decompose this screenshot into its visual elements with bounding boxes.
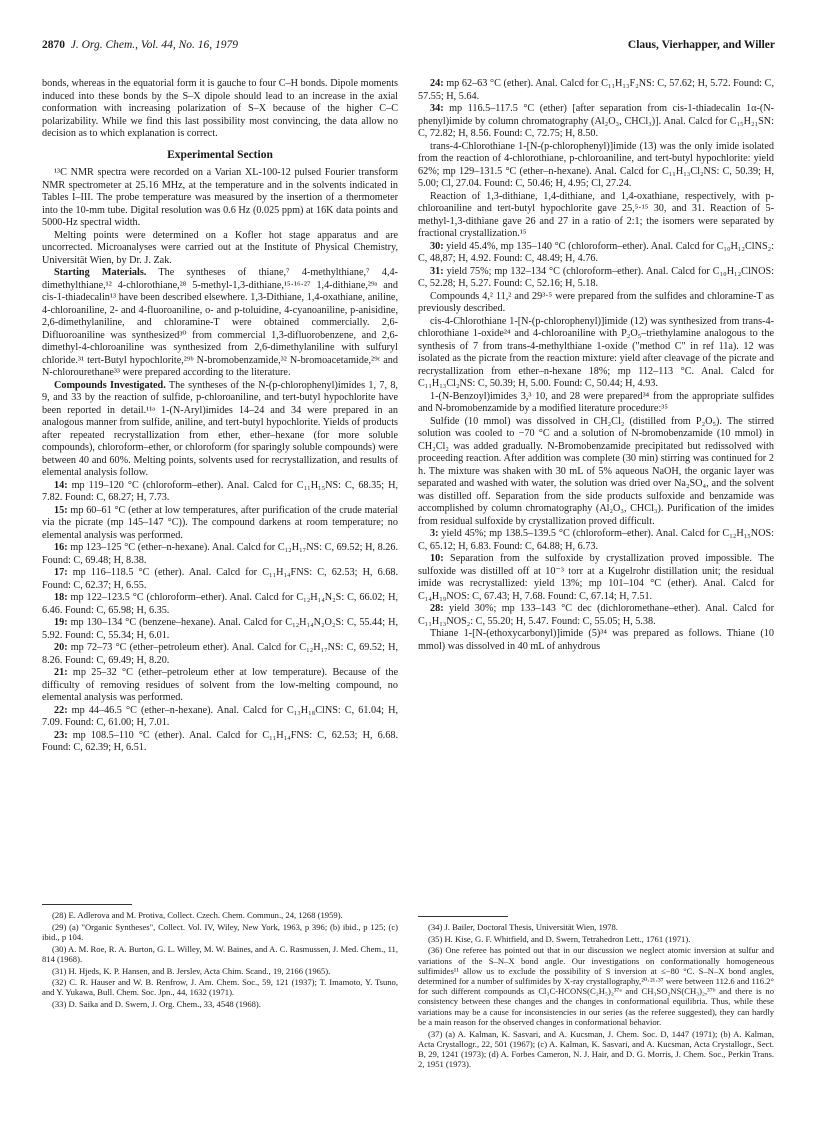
compounds-head: Compounds Investigated. — [54, 379, 166, 391]
compound-text: mp 116–118.5 °C (ether). Anal. Calcd for C₁₁H₁₄FNS: C, 62.53; H, 6.68. Found: C, 62.37; H, 6.55. — [42, 567, 398, 591]
compounds-paragraph — [42, 380, 398, 480]
compound-entry — [42, 617, 398, 642]
compound-entry — [418, 78, 774, 103]
footnote: (30) A. M. Roe, R. A. Burton, G. L. Willey, M. W. Baines, and A. C. Rasmussen, J. Med. Chem., 11, 814 (1968). — [42, 943, 398, 964]
compound-entry — [418, 528, 774, 553]
page-number: 2870 — [42, 39, 65, 51]
compound-number: 14: — [54, 479, 68, 491]
compound-13-paragraph: trans-4-Chlorothiane 1-[N-(p-chlorophenyl)]imide (13) was the only imide isolated from the reaction of 4-chlorothiane, p-chloroaniline, and tert-butyl hypochlorite: yield 62%; mp 129–131.5 °C (ether–n-hexane). Anal. Calcd for C₁₁H₁₃Cl₂NS: C, 50.39; H, 5.00; Cl, 27.04. Found: C, 50.46; H, 4.95; Cl, 27.24. — [418, 140, 774, 189]
footnote: (32) C. R. Hauser and W. B. Renfrow, J. Am. Chem. Soc., 59, 121 (1937); T. Imamoto, Y. Tsuno, and Y. Yukawa, Bull. Chem. Soc. Jpn., 44, 1632 (1971). — [42, 977, 398, 998]
compound-number: 31: — [430, 265, 444, 277]
footnotes-right — [418, 922, 774, 1071]
compound-number: 28: — [430, 603, 444, 614]
compound-number: 34: — [430, 103, 444, 114]
footnote-rule-left — [42, 904, 132, 905]
intro-paragraph: bonds, whereas in the equatorial form it is gauche to four C–H bonds. Dipole moments induced into these bonds by the S–X dipole should lead to an increase in the axial conformation with increasing polarization of S–X because of the higher C–C polarizability. While we find this last possibility most convincing, the data allow no decision as to which explanation is correct. — [42, 78, 398, 139]
compound-entry — [42, 567, 398, 592]
melting-paragraph: Melting points were determined on a Kofler hot stage apparatus and are uncorrected. Microanalyses were carried out at the Institute of Physical Chemistry, Universität Wien, by Dr. J. Zak. — [42, 229, 398, 266]
compound-number: 20: — [54, 642, 68, 653]
compound-entry — [42, 480, 398, 505]
compound-entry — [418, 553, 774, 603]
compound-number: 19: — [54, 617, 68, 628]
compound-entry — [418, 241, 774, 266]
compound-text: yield 45%; mp 138.5–139.5 °C (chloroform–ether). Anal. Calcd for C₁₂H₁₅NOS: C, 65.12; H, 6.83. Found: C, 64.88; H, 6.73. — [418, 528, 774, 552]
compound-text: mp 116.5–117.5 °C (ether) [after separation from cis-1-thiadecalin 1α-(N-phenyl)imide by column chromatography (Al₂O₃, CHCl₃)]. Anal. Calcd for C₁₅H₂₁SN: C, 72.82; H, 8.56. Found: C, 72.75; H, 8.50. — [418, 103, 774, 139]
compound-text: mp 72–73 °C (ether–petroleum ether). Anal. Calcd for C₁₂H₁₇NS: C, 69.52; H, 8.26. Found: C, 69.49; H, 8.20. — [42, 642, 398, 666]
footnote: (36) One referee has pointed out that in our discussion we neglect atomic inversion at sulfur and variations of the S–N–X bond angle. Our investigations on conformationally homogeneous sulfimides¹¹ allow us to exclude the possibility of S inversion at ≤−80 °C. S–N–X bond angles, determined for a number of sulfimides by X-ray crystallography,²⁰·²¹·³⁷ were between 112.6 and 116.2° for such different compounds as Cl₃C-HCONS(C₂H₅)₂³⁷ᵃ and CH₃SO₂NS(CH₃)₂,³⁷ᵇ and there is no consistency between these changes and the changes in conformational equilibria. Thus, while these variations may be a cause for inconsistencies in our series (as the referee suggested), they can hardly be a main reason for the observed changes in conformational behavior. — [418, 945, 774, 1027]
compound-text: yield 30%; mp 133–143 °C dec (dichloromethane–ether). Anal. Calcd for C₁₁H₁₃NOS₂: C, 55.20; H, 5.47. Found: C, 55.05; H, 5.38. — [418, 603, 774, 627]
journal-citation: J. Org. Chem., Vol. 44, No. 16, 1979 — [70, 39, 239, 51]
compound-number: 22: — [54, 704, 68, 716]
compound-number: 23: — [54, 729, 68, 741]
compound-text: mp 44–46.5 °C (ether–n-hexane). Anal. Calcd for C₁₃H₁₈ClNS: C, 61.04; H, 7.09. Found: C, 61.00; H, 7.01. — [42, 704, 398, 728]
compound-number: 15: — [54, 504, 68, 516]
footnote: (28) E. Adlerova and M. Protiva, Collect. Czech. Chem. Commun., 24, 1268 (1959). — [52, 910, 343, 920]
footnote: (34) J. Bailer, Doctoral Thesis, Universität Wien, 1978. — [428, 922, 618, 932]
compound-text: mp 108.5–110 °C (ether). Anal. Calcd for C₁₁H₁₄FNS: C, 62.53; H, 6.68. Found: C, 62.39; H, 6.51. — [42, 729, 398, 753]
compound-number: 24: — [430, 78, 444, 89]
compound-entry — [42, 642, 398, 667]
footnote: (33) D. Saika and D. Swern, J. Org. Chem., 33, 4548 (1968). — [52, 999, 261, 1010]
footnote: (29) (a) "Organic Syntheses", Collect. Vol. IV, Wiley, New York, 1963, p 396; (b) ibid., p 125; (c) ibid., p 104. — [42, 921, 398, 942]
compound-entry — [418, 103, 774, 141]
compound-text: mp 130–134 °C (benzene–hexane). Anal. Calcd for C₁₂H₁₄N₂O₂S: C, 55.44; H, 5.92. Found: C, 55.34; H, 6.01. — [42, 617, 398, 641]
compound-entry — [42, 667, 398, 705]
benzoyl-paragraph: 1-(N-Benzoyl)imides 3,³ 10, and 28 were prepared³⁴ from the appropriate sulfides and N-bromobenzamide by a modified literature procedure:³⁵ — [418, 390, 774, 414]
compound-number: 3: — [430, 528, 439, 539]
starting-materials-paragraph — [42, 267, 398, 380]
compound-text: mp 119–120 °C (chloroform–ether). Anal. Calcd for C₁₁H₁₅NS: C, 68.35; H, 7.82. Found: C, 68.27; H, 7.73. — [42, 479, 398, 503]
compound-entry — [42, 542, 398, 567]
compound-entry — [42, 705, 398, 730]
section-title: Experimental Section — [167, 148, 273, 161]
compound-text: mp 62–63 °C (ether). Anal. Calcd for C₁₁H₁₃F₂NS: C, 57.62; H, 5.72. Found: C, 57.55; H, 5.64. — [418, 78, 774, 102]
compound-number: 21: — [54, 667, 68, 678]
footnote: (31) H. Hjeds, K. P. Hansen, and B. Jerslev, Acta Chim. Scand., 19, 2166 (1965). — [52, 965, 331, 976]
starting-materials-head: Starting Materials. — [54, 267, 147, 278]
compound-text: mp 60–61 °C (ether at low temperatures, after purification of the crude material via the picrate (mp 145–147 °C)). The compound darkens at room temperature; no elemental analysis was performed. — [42, 504, 398, 541]
compound-text: yield 45.4%, mp 135–140 °C (chloroform–ether). Anal. Calcd for C₁₀H₁₂ClNS₂: C, 48,87; H, 4.92. Found: C, 48.49; H, 4.76. — [418, 240, 774, 264]
compound-text: mp 25–32 °C (ether–petroleum ether at low temperature). Because of the difficulty of removing residues of solvent from the low-melting compound, no elemental analysis was performed. — [42, 667, 398, 703]
compounds-text: The syntheses of the N-(p-chlorophenyl)imides 1, 7, 8, 9, and 33 by the reaction of sulfide, p-chloroaniline, and tert-butyl hypochlorite have been reported in detail.¹¹ᵃ 1-(N-Aryl)imides 14–24 and 34 were prepared in an analogous manner from sulfide, aniline, and tert-butyl hypochlorite. Yields of products after repeated recrystallization from ether, ether–hexane (for more soluble compounds), chloroform–ether, or chloroform (for sparingly soluble compounds) were between 40 and 60%. Melting points, solvents used for recrystallization, and results of elemental analysis follow. — [42, 379, 398, 478]
footnote-rule-right — [418, 916, 508, 917]
compound-entry — [42, 730, 398, 755]
footnotes-left — [42, 910, 398, 1011]
sulfide-procedure-paragraph: Sulfide (10 mmol) was dissolved in CH₂Cl₂ (distilled from P₂O₅). The stirred solution was cooled to −70 °C and a solution of N-bromobenzamide (10 mmol) in CH₂Cl₂ was added gradually. N-Bromobenzamide precipitated but redissolved with proceeding reaction. After addition was complete (30 min) stirring was continued for 2 h. The mixture was shaken with 30 mL of 5% aqueous NaOH, the organic layer was separated and washed with water, the solution was dried over Na₂SO₄, and the solvent was distilled off. Separation from the side products sulfoxide and benzamide was accomplished by column chromatography (Al₂O₃, CHCl₃). Purification of the imides from residual sulfoxide by crystallization proved difficult. — [418, 415, 774, 527]
starting-materials-text: The syntheses of thiane,⁷ 4-methylthiane,⁷ 4,4-dimethylthiane,¹² 4-chlorothiane,²⁸ 5-methyl-1,3-dithiane,¹⁵·¹⁶·²⁷ 1,4-dithiane,²⁹ᵃ and cis-1-thiadecalin¹³ have been described elsewhere. 1,3-Dithiane, 1,4-oxathiane, aniline, 4-chloroaniline, 2- and 4-fluoroaniline, o- and p-toluidine, 4-cyanoaniline, p-anisidine, 2,6-dimethylaniline, and chloramine-T were obtained commercially. 2,6-Difluoroaniline was synthesized³⁰ from commercial 1,3-difluorobenzene, and 2,6-dimethyl-4-chloroaniline was synthesized from 2,6-dimethylaniline with sulfuryl chloride.³¹ tert-Butyl hypochlorite,²⁹ᵇ N-bromobenzamide,³² N-bromoacetamide,²⁹ᶜ and N-chlorourethane³³ were prepared according to the literature. — [42, 267, 398, 378]
compounds-4-paragraph: Compounds 4,² 11,² and 29³·⁵ were prepared from the sulfides and chloramine-T as previously described. — [418, 290, 774, 314]
page-header — [42, 37, 775, 53]
header-left — [42, 37, 238, 53]
compound-entry — [418, 603, 774, 628]
compound-number: 17: — [54, 567, 68, 578]
compound-12-paragraph: cis-4-Chlorothiane 1-[N-(p-chlorophenyl)]imide (12) was synthesized from trans-4-chlorothiane 1-oxide²⁴ and 4-chloroaniline with P₂O₅–triethylamine analogous to the synthesis of 7 from trans-4-methylthiane 1-oxide ("method C" in ref 11a). 12 was isolated as the picrate from the reaction mixture: yield after cleavage of the picrate and recrystallization from ether–n-hexane 18%; mp 112–113 °C. Anal. Calcd for C₁₁H₁₃Cl₂NS: C, 50.39; H, 5.00. Found: C, 50.44; H, 4.93. — [418, 315, 774, 389]
compound-text: yield 75%; mp 132–134 °C (chloroform–ether). Anal. Calcd for C₁₀H₁₂ClNOS: C, 52.28; H, 5.27. Found: C, 52.16; H, 5.18. — [418, 265, 774, 289]
compound-number: 10: — [430, 553, 444, 564]
compound-text: mp 122–123.5 °C (chloroform–ether). Anal. Calcd for C₁₂H₁₄N₂S: C, 66.02; H, 6.46. Found: C, 65.98; H, 6.35. — [42, 592, 398, 616]
compound-entry — [42, 505, 398, 543]
compound-number: 30: — [430, 240, 444, 252]
footnote: (37) (a) A. Kalman, K. Sasvari, and A. Kucsman, J. Chem. Soc. D, 1447 (1971); (b) A. Kalman, Acta Crystallogr., 22, 501 (1967); (c) A. Kalman, K. Sasvari, and A. Kucsman, Acta Crystallogr., Sect. B, 29, 1241 (1973); (d) A. Forbes Cameron, N. J. Hair, and D. G. Morris, J. Chem. Soc., Perkin Trans. 2, 1951 (1973). — [418, 1028, 774, 1070]
nmr-paragraph: ¹³C NMR spectra were recorded on a Varian XL-100-12 pulsed Fourier transform NMR spectrometer at 25.16 MHz, at the temperature and in the solvents indicated in Tables I–III. The probe temperature was measured by the insertion of a thermometer into the 10-mm tube. Digital resolution was 0.6 Hz (0.025 ppm) at 16K data points and 5000-Hz spectral width. — [42, 167, 398, 228]
compound-text: Separation from the sulfoxide by crystallization proved impossible. The sulfoxide was distilled off at 10⁻³ torr at a Kugelrohr distillation unit; the residual imide was recrystallized: yield 13%; mp 101–104 °C (ether). Anal. Calcd for C₁₄H₁₉NOS: C, 67.43; H, 7.68. Found: C, 67.14; H, 7.51. — [418, 553, 774, 602]
compound-entry — [418, 266, 774, 291]
footnote: (35) H. Kise, G. F. Whitfield, and D. Swern, Tetrahedron Lett., 1761 (1971). — [428, 933, 691, 944]
reaction-paragraph: Reaction of 1,3-dithiane, 1,4-dithiane, and 1,4-oxathiane, respectively, with p-chloroaniline and tert-butyl hypochlorite gave 25,⁵·¹⁵ 30, and 31. Reaction of 5-methyl-1,3-dithiane gave 26 and 27 in a ratio of 2:1; the isomers were separated by fractional crystallization.¹⁵ — [418, 190, 774, 239]
compound-number: 18: — [54, 592, 68, 603]
compound-number: 16: — [54, 542, 68, 553]
compound-entry — [42, 592, 398, 617]
compound-text: mp 123–125 °C (ether–n-hexane). Anal. Calcd for C₁₂H₁₇NS: C, 69.52; H, 8.26. Found: C, 69.48; H, 8.38. — [42, 542, 398, 566]
header-authors: Claus, Vierhapper, and Willer — [627, 39, 775, 51]
thiane-paragraph: Thiane 1-[N-(ethoxycarbonyl)]imide (5)³⁴ was prepared as follows. Thiane (10 mmol) was dissolved in 40 mL of anhydrous — [418, 628, 774, 652]
